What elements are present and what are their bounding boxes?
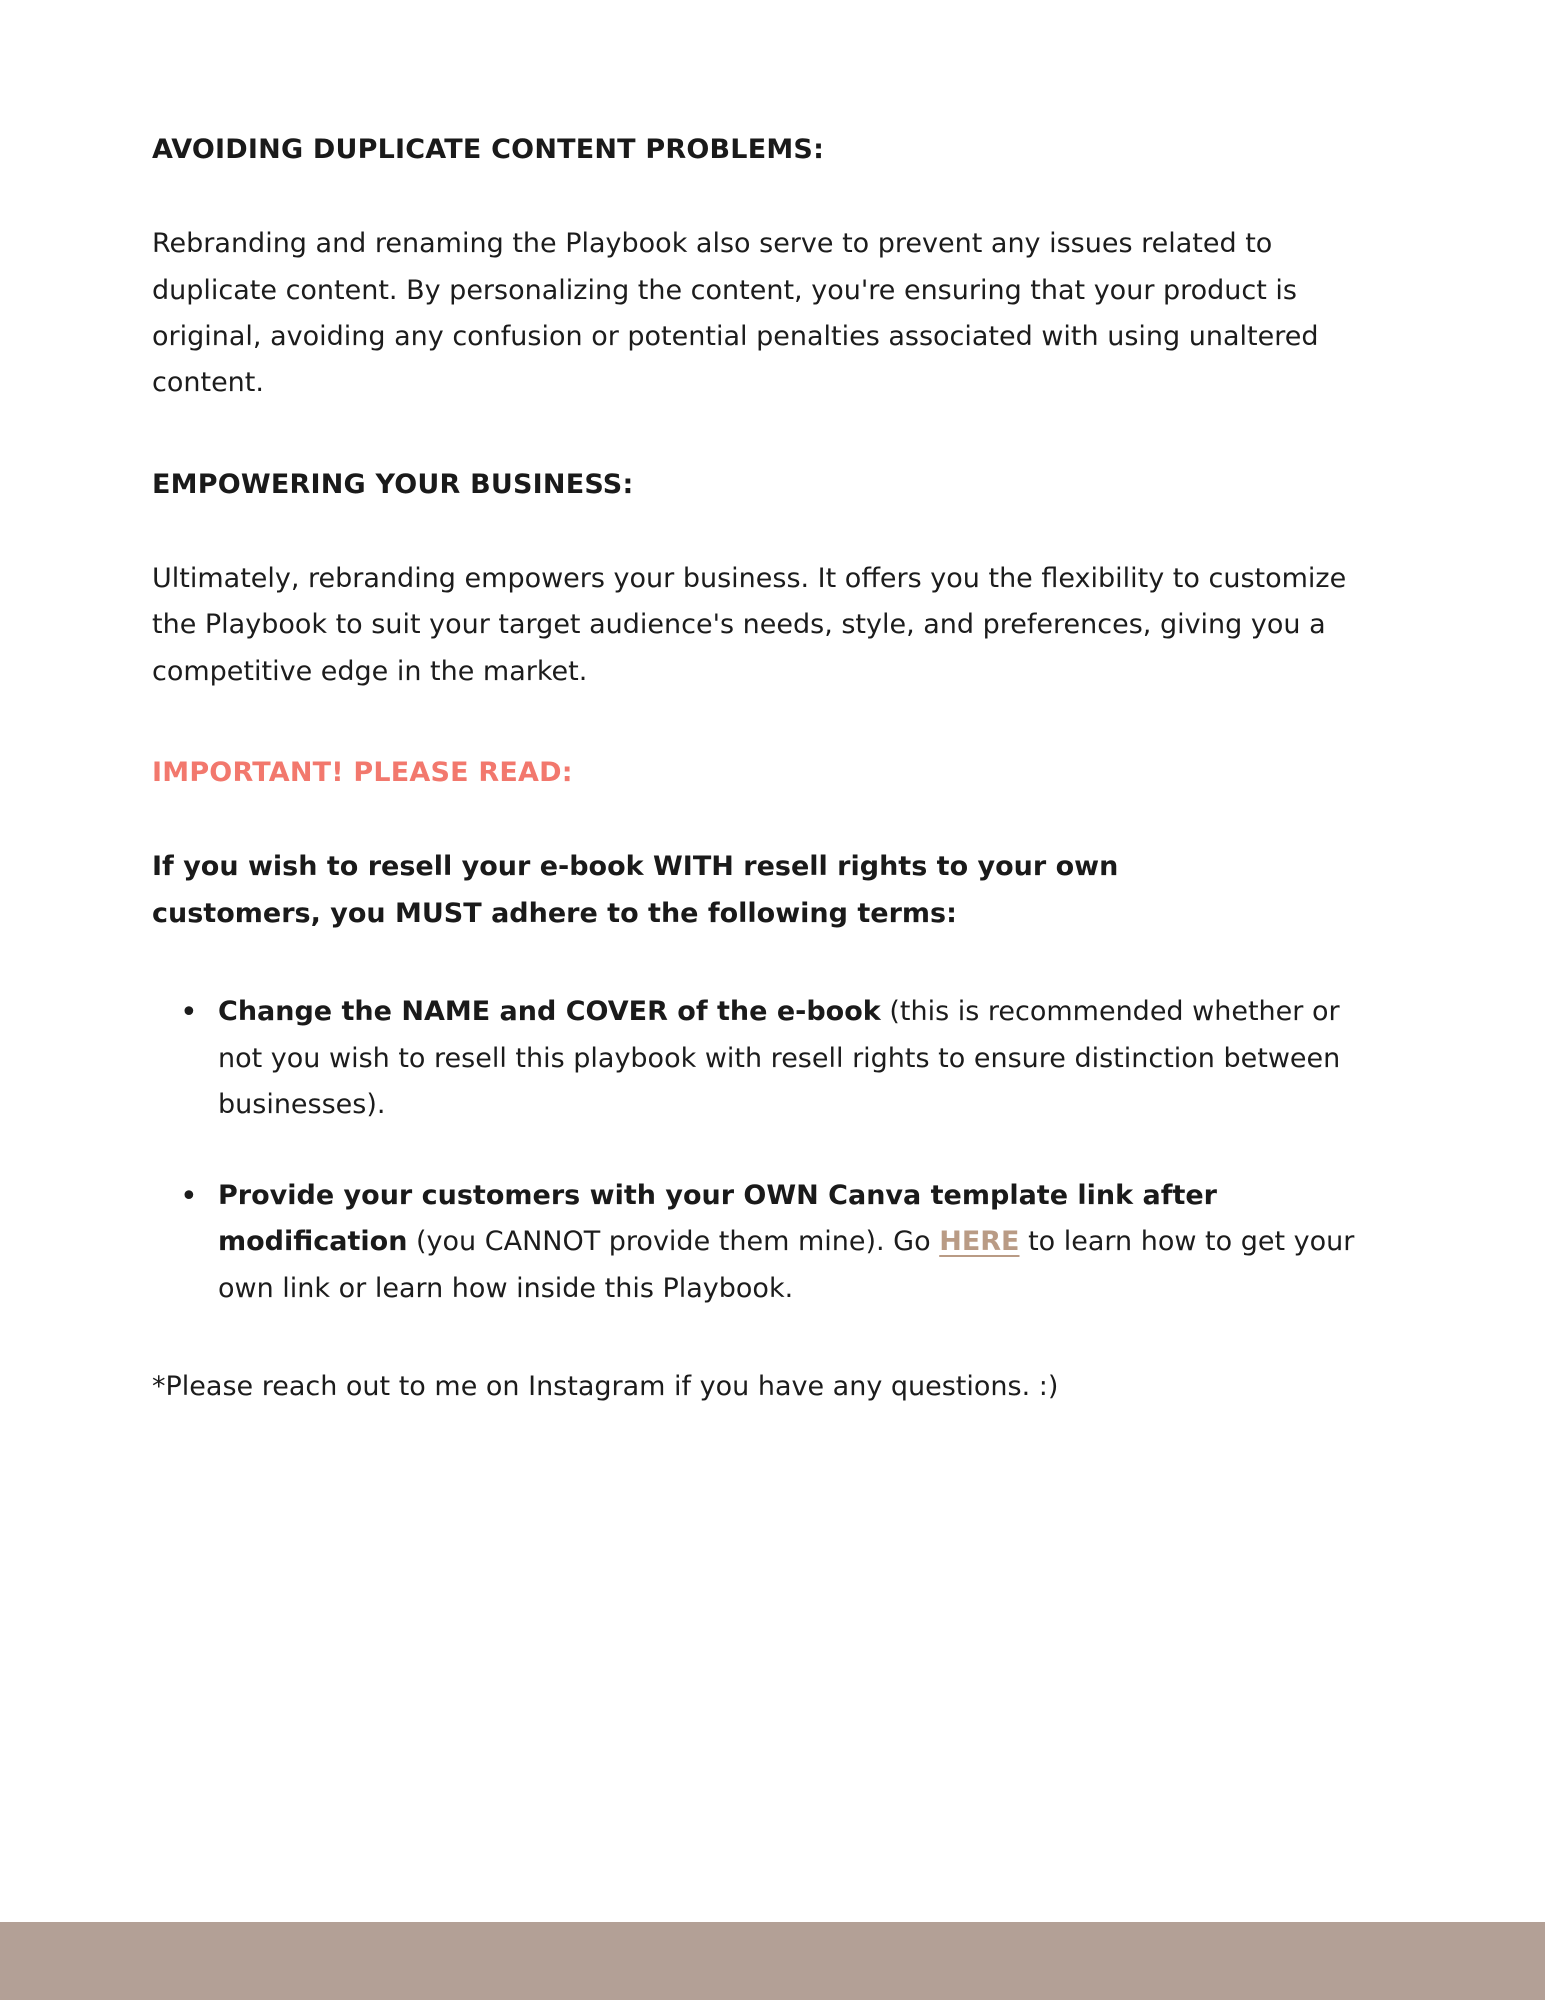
section-paragraph-avoiding-duplicate-content: Rebranding and renaming the Playbook also serve to prevent any issues related to duplicate content. By personalizing the content, you're ensuring that your product is original, avoiding any confusion or potential penalties associated with using unaltered content. [152,228,1319,399]
section-paragraph-empowering-your-business: Ultimately, rebranding empowers your business. It offers you the flexibility to customize the Playbook to suit your target audience's needs, style, and preferences, giving you a competitive edge in the market. [152,563,1347,687]
list-item [218,1173,1378,1312]
footer-band [0,1922,1545,2000]
list-item-text: (this is recommended whether or not you wish to resell this playbook with resell rights to ensure distinction between businesses). [218,996,1341,1121]
section-heading-empowering-your-business: EMPOWERING YOUR BUSINESS: [152,468,634,500]
spacer [152,937,1397,989]
here-link[interactable]: HERE [939,1226,1020,1258]
list-item-bold-lead: Change the NAME and COVER of the e-book [218,996,881,1028]
spacer [152,504,1397,556]
section-heading-avoiding-duplicate-content: AVOIDING DUPLICATE CONTENT PROBLEMS: [152,134,825,165]
list-item-text-before-link: (you CANNOT provide them mine). Go [407,1226,940,1258]
terms-intro-paragraph: If you wish to resell your e-book WITH resell rights to your own customers, you MUST adhere to the following terms: [152,851,1119,929]
list-item [218,989,1378,1128]
list-item-text-after-link: to learn how to get your own link or learn how inside this Playbook. [218,1226,1355,1304]
list-item-bold-lead: Provide your customers with your OWN Canva template link after modification [218,1179,1217,1258]
spacer [152,792,1397,844]
terms-list [152,989,1397,1312]
important-notice-heading: IMPORTANT! PLEASE READ: [152,757,573,789]
spacer [152,695,1397,753]
spacer [152,169,1397,221]
spacer [152,407,1397,465]
document-content [152,130,1397,1410]
spacer [152,1312,1397,1364]
closing-note: *Please reach out to me on Instagram if you have any questions. :) [152,1370,1059,1402]
